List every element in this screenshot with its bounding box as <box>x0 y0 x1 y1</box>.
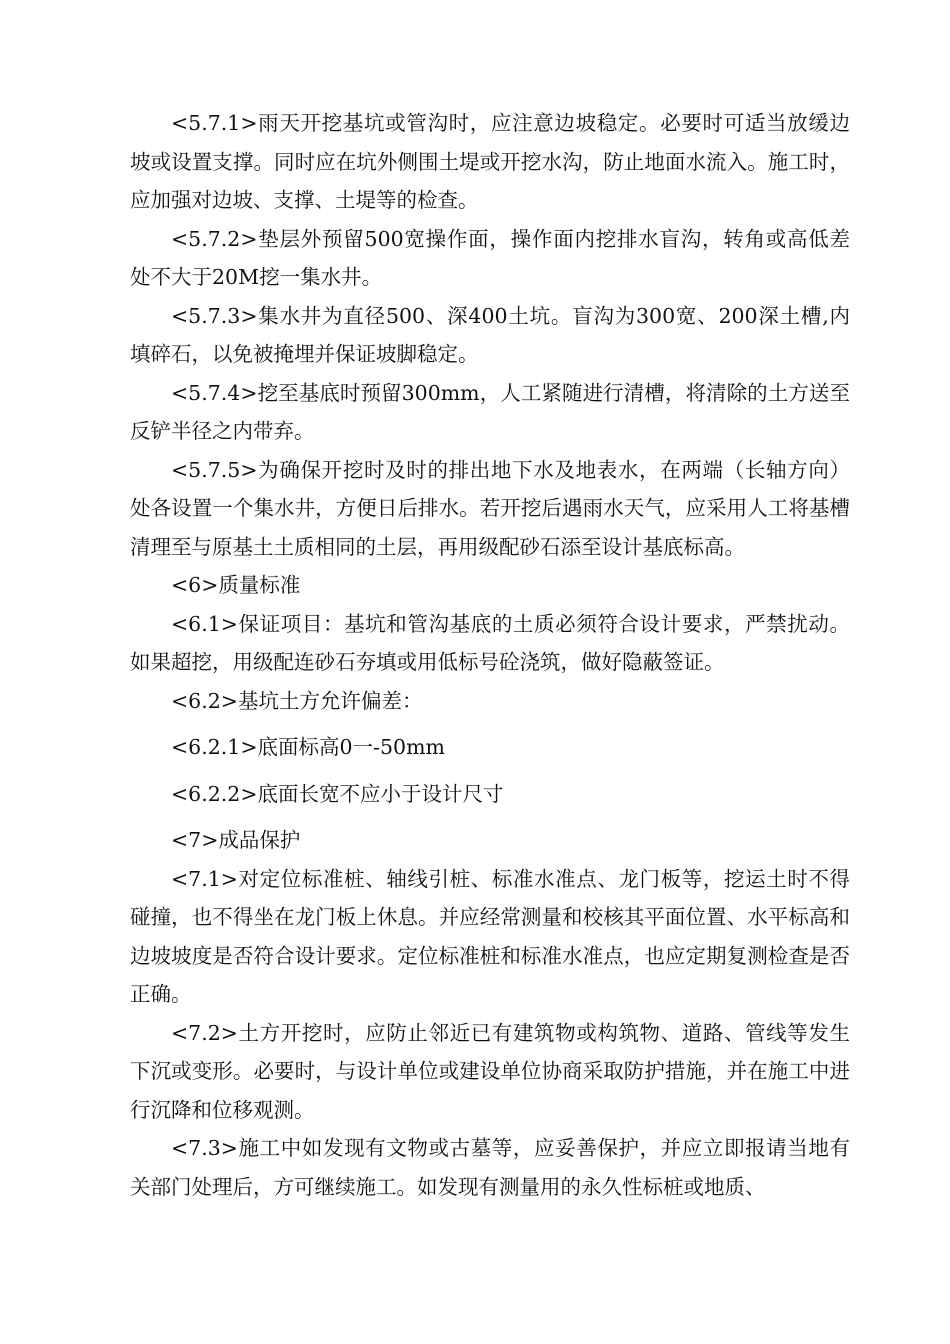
paragraph-5-7-2: <5.7.2>垫层外预留500宽操作面，操作面内挖排水盲沟，转角或高低差处不大于20M挖一集水井。 <box>130 226 850 289</box>
paragraph-7-3: <7.3>施工中如发现有文物或古墓等，应妥善保护，并应立即报请当地有关部门处理后，方可继续施工。如发现有测量用的永久性标桩或地质、 <box>130 1136 850 1199</box>
section-heading-7: <7>成品保护 <box>171 828 301 852</box>
document-body <box>130 104 850 1206</box>
paragraph-5-7-5: <5.7.5>为确保开挖时及时的排出地下水及地表水，在两端（长轴方向）处各设置一个集水井，方便日后排水。若开挖后遇雨水天气，应采用人工将基槽清理至与原基土土质相同的土层，再用级配砂石添至设计基底标高。 <box>130 457 850 559</box>
paragraph-5-7-3: <5.7.3>集水井为直径500、深400土坑。盲沟为300宽、200深土槽,内填碎石，以免被掩埋并保证坡脚稳定。 <box>130 303 850 366</box>
paragraph-6-2: <6.2>基坑土方允许偏差： <box>171 688 423 713</box>
paragraph-7-1: <7.1>对定位标准桩、轴线引桩、标准水准点、龙门板等，挖运土时不得碰撞，也不得坐在龙门板上休息。并应经常测量和校核其平面位置、水平标高和边坡坡度是否符合设计要求。定位标准桩和标准水准点，也应定期复测检查是否正确。 <box>130 866 850 1006</box>
paragraph-6-1: <6.1>保证项目：基坑和管沟基底的土质必须符合设计要求，严禁扰动。如果超挖，用级配连砂石夯填或用低标号砼浇筑，做好隐蔽签证。 <box>130 611 850 674</box>
paragraph-7-2: <7.2>土方开挖时，应防止邻近已有建筑物或构筑物、道路、管线等发生下沉或变形。必要时，与设计单位或建设单位协商采取防护措施，并在施工中进行沉降和位移观测。 <box>130 1020 850 1122</box>
paragraph-5-7-4: <5.7.4>挖至基底时预留300mm，人工紧随进行清槽，将清除的土方送至反铲半径之内带弃。 <box>130 380 850 443</box>
section-heading-6: <6>质量标准 <box>171 573 301 597</box>
paragraph-6-2-2: <6.2.2>底面长宽不应小于设计尺寸 <box>171 781 504 806</box>
paragraph-5-7-1: <5.7.1>雨天开挖基坑或管沟时，应注意边坡稳定。必要时可适当放缓边坡或设置支撑。同时应在坑外侧围土堤或开挖水沟，防止地面水流入。施工时，应加强对边坡、支撑、土堤等的检查。 <box>130 111 850 212</box>
paragraph-6-2-1: <6.2.1>底面标高0一-50mm <box>171 735 445 759</box>
